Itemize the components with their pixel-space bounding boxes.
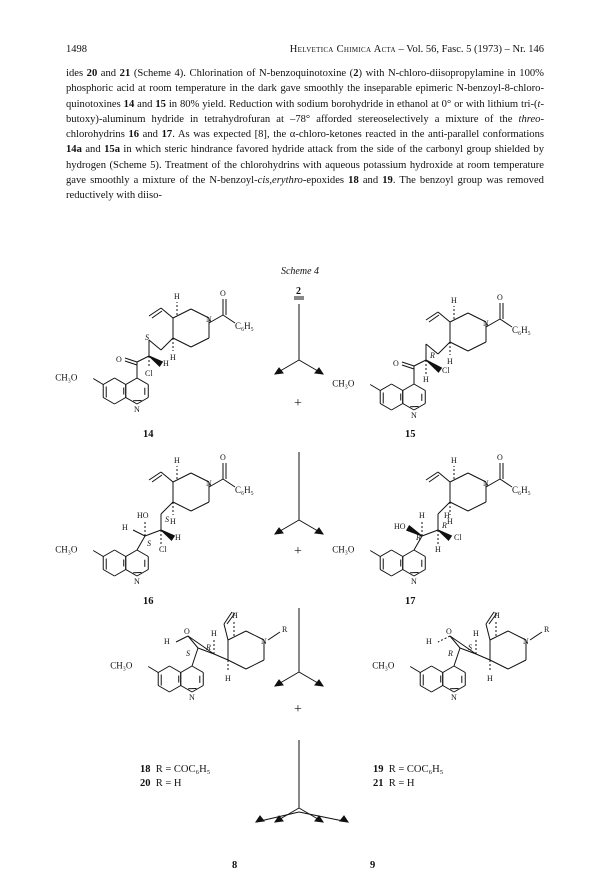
ring-bond <box>450 313 468 322</box>
chain-bond <box>414 360 426 366</box>
nitrogen-label: N <box>451 693 457 702</box>
text-segment: ) with N-chloro-diisopropylamine in 100% phosphoric acid at room temperature in the dark gave smoothly the inseparable epimeric N-benzoyl-8-chloro-quinotoxines <box>66 68 545 110</box>
ring-bond <box>114 570 125 577</box>
r-definition-18: 18 R = COC₆H₅ <box>140 764 211 775</box>
arrow-head <box>275 528 283 534</box>
hydrogen-label: H <box>447 517 453 526</box>
ring-bond <box>391 570 402 577</box>
r-bond <box>268 632 280 640</box>
nitrogen-label: N <box>261 637 267 646</box>
piperidine-ring <box>149 302 209 351</box>
ring-bond <box>228 631 246 640</box>
ring-bond <box>403 384 414 391</box>
chain-bond <box>161 502 173 514</box>
stereo-hydrogen <box>176 636 188 642</box>
quinoline-ring <box>148 666 203 692</box>
vinyl-bond <box>152 311 162 318</box>
nitrogen-label: N <box>134 577 140 586</box>
ring-bond <box>431 686 442 693</box>
chlorine-label: Cl <box>454 533 462 542</box>
phenyl-label: C₆H₅ <box>512 485 531 495</box>
text-segment: t <box>537 98 541 110</box>
benzoyl-bond <box>223 315 235 323</box>
chain-bond <box>137 536 145 550</box>
hydrogen-label: H <box>451 296 457 305</box>
nitrogen-label: N <box>206 479 212 488</box>
arrow-head <box>275 368 283 374</box>
hydrogen-label: H <box>163 359 169 368</box>
hydroxyl-label: HO <box>137 511 149 520</box>
config-label: R <box>430 351 435 360</box>
chain-bond <box>145 530 161 536</box>
arrow-head <box>315 680 323 686</box>
nitrogen-label: N <box>411 411 417 420</box>
hydrogen-label: H <box>164 637 170 646</box>
ring-bond <box>114 398 125 405</box>
ring-bond <box>103 550 114 557</box>
text-segment: 20 <box>86 68 98 79</box>
ring-bond <box>192 666 203 673</box>
ring-bond <box>181 666 192 673</box>
ring-bond <box>380 550 391 557</box>
nitrogen-label: N <box>483 479 489 488</box>
config-label: S <box>186 649 190 658</box>
chain-bond <box>137 356 149 362</box>
compound-label-16: 16 <box>143 596 154 607</box>
text-segment: 16 <box>128 129 140 141</box>
oxygen-label: O <box>446 627 452 636</box>
ring-bond <box>443 666 454 673</box>
stereo-hydrogen <box>133 530 145 536</box>
nitrogen-label: N <box>134 405 140 414</box>
plus-sign: + <box>294 396 302 411</box>
ring-bond <box>490 631 508 640</box>
ring-bond <box>173 473 191 482</box>
ring-bond <box>169 686 180 693</box>
methoxy-label: CH₃O <box>55 372 78 383</box>
ring-bond <box>508 660 526 669</box>
hydrogen-label: H <box>487 674 493 683</box>
ring-bond <box>380 384 391 391</box>
vinyl-bond <box>486 624 490 640</box>
benzoyl-bond <box>500 479 512 487</box>
chain-bond <box>161 338 173 350</box>
config-label: R <box>206 643 211 652</box>
ring-bond <box>158 686 169 693</box>
hydrogen-label: H <box>447 357 453 366</box>
ring-bond <box>103 570 114 577</box>
config-label: S <box>165 515 169 524</box>
r-group-label: R <box>544 625 550 634</box>
oxygen-label: O <box>184 627 190 636</box>
vinyl-bond <box>161 308 173 318</box>
text-segment: . The benzoyl group was removed reductively with diiso- <box>66 175 544 202</box>
text-segment: and <box>81 144 105 156</box>
quinoline-ring <box>410 666 465 692</box>
chain-bond <box>214 654 228 660</box>
ring-bond <box>137 550 148 557</box>
issue-info: – Vol. 56, Fasc. 5 (1973) – Nr. 146 <box>398 44 544 55</box>
r-group-label: R <box>282 625 288 634</box>
oxygen-label: O <box>220 289 226 298</box>
ring-bond <box>137 378 148 385</box>
phenyl-label: C₆H₅ <box>235 485 254 495</box>
quinoline-ring <box>370 550 425 576</box>
vinyl-bond <box>224 624 228 640</box>
hydrogen-label: H <box>225 674 231 683</box>
ring-bond <box>391 384 402 391</box>
hydroxyl-label: HO <box>394 522 406 531</box>
hydrogen-label: H <box>423 375 429 384</box>
r-definition-21: 21 R = H <box>373 778 415 789</box>
methoxy-bond <box>93 379 103 385</box>
ring-bond <box>173 309 191 318</box>
ring-bond <box>126 550 137 557</box>
chain-bond <box>438 342 450 354</box>
stereo-hydrogen <box>438 636 450 642</box>
text-segment: and <box>139 129 162 141</box>
text-segment: -butoxy)-aluminum hydride in tetrahydrofuran at –78° afforded stereoselectively a mixture of the <box>66 98 545 125</box>
r-definition-19: 19 R = COC₆H₅ <box>373 764 444 775</box>
methoxy-bond <box>370 385 380 391</box>
compound-label-8: 8 <box>232 860 238 871</box>
wedge-bond <box>426 360 442 372</box>
text-segment: and <box>97 68 120 79</box>
ring-bond <box>468 342 486 351</box>
wedge-bond <box>149 356 162 366</box>
scheme-title: Scheme 4 <box>280 266 320 277</box>
oxygen-label: O <box>116 355 122 364</box>
methoxy-bond <box>148 667 158 673</box>
arrow-head <box>256 816 264 822</box>
vinyl-bond <box>152 475 162 482</box>
hydrogen-label: H <box>435 545 441 554</box>
config-label: S <box>147 539 151 548</box>
ring-bond <box>420 686 431 693</box>
text-segment: cis,erythro <box>257 175 303 187</box>
text-segment: 14a <box>66 144 82 156</box>
oxygen-label: O <box>497 293 503 302</box>
nitrogen-label: N <box>206 315 212 324</box>
vinyl-bond <box>429 315 439 322</box>
text-segment: threo <box>518 113 541 125</box>
plus-sign: + <box>294 702 302 717</box>
wedge-bond <box>438 530 451 540</box>
ring-bond <box>114 378 125 385</box>
ring-bond <box>169 666 180 673</box>
hydrogen-label: H <box>175 533 181 542</box>
methoxy-label: CH₃O <box>332 544 355 555</box>
vinyl-bond <box>426 312 438 320</box>
methoxy-bond <box>370 551 380 557</box>
hydrogen-label: H <box>174 456 180 465</box>
config-label: R <box>416 533 421 542</box>
ring-bond <box>450 342 468 351</box>
chlorine-label: Cl <box>145 369 153 378</box>
ring-bond <box>420 666 431 673</box>
chain-bond <box>149 340 161 350</box>
chain-bond <box>476 654 490 660</box>
ring-bond <box>380 570 391 577</box>
compound-label-14: 14 <box>143 429 154 440</box>
hydrogen-label: H <box>232 611 238 620</box>
quinoline-ring <box>93 550 148 576</box>
plus-sign: + <box>294 544 302 559</box>
phenyl-label: C₆H₅ <box>512 325 531 335</box>
config-label: R <box>448 649 453 658</box>
text-segment: (Scheme 4). Chlorination of N-benzoquinotoxine ( <box>130 68 354 79</box>
config-label: S <box>468 643 472 652</box>
text-segment: and <box>358 175 383 187</box>
text-segment: and <box>134 98 156 110</box>
hydrogen-label: H <box>419 511 425 520</box>
nitrogen-label: N <box>411 577 417 586</box>
ring-bond <box>391 550 402 557</box>
journal-name: Helvetica Chimica Acta <box>289 44 396 55</box>
text-segment: 2 <box>353 68 359 79</box>
ring-bond <box>414 550 425 557</box>
chain-bond <box>422 530 438 536</box>
config-label: S <box>145 333 149 342</box>
benzoyl-bond <box>500 319 512 327</box>
text-segment: 15a <box>104 144 120 156</box>
benzoyl-bond <box>223 479 235 487</box>
oxygen-label: O <box>497 453 503 462</box>
ring-bond <box>454 666 465 673</box>
r-definition-20: 20 R = H <box>140 778 182 789</box>
text-segment: -chlorohydrins <box>66 113 544 141</box>
methoxy-bond <box>410 667 420 673</box>
methoxy-label: CH₃O <box>332 378 355 389</box>
methoxy-label: CH₃O <box>110 660 133 671</box>
hydrogen-label: H <box>451 456 457 465</box>
ring-bond <box>450 473 468 482</box>
ring-bond <box>403 550 414 557</box>
ring-bond <box>414 384 425 391</box>
ring-bond <box>450 502 468 511</box>
quinoline-ring <box>370 384 425 410</box>
start-compound-label: 2 <box>296 286 301 297</box>
ring-bond <box>126 378 137 385</box>
arrow-head <box>275 680 283 686</box>
hydrogen-label: H <box>170 353 176 362</box>
piperidine-ring <box>149 466 209 515</box>
arrow-head <box>315 528 323 534</box>
ring-bond <box>103 398 114 405</box>
ring-bond <box>228 660 246 669</box>
config-label: R <box>442 521 447 530</box>
text-segment: in which steric hindrance favored hydride attack from the side of the carbonyl group shielded by hydrogen (Scheme 5). Treatment of the chlorohydrins with aqueous potassium hydroxide at room temperature gave smoothly a mixture of the N-benzoyl- <box>66 144 545 187</box>
text-segment: 18 <box>348 175 359 187</box>
methoxy-label: CH₃O <box>55 544 78 555</box>
ring-bond <box>103 378 114 385</box>
quinoline-ring <box>93 378 148 404</box>
ring-bond <box>391 404 402 411</box>
text-segment: 19 <box>382 175 393 187</box>
r-bond <box>530 632 542 640</box>
compound-label-17: 17 <box>405 596 416 607</box>
hydrogen-label: H <box>494 611 500 620</box>
vinyl-bond <box>161 472 173 482</box>
hydrogen-label: H <box>122 523 128 532</box>
text-segment: . As was expected [8], the α-chloro-ketones reacted in the anti-parallel conformations <box>172 129 545 141</box>
hydrogen-label: H <box>473 629 479 638</box>
ring-bond <box>191 338 209 347</box>
ring-bond <box>158 666 169 673</box>
text-segment: 17 <box>161 129 173 141</box>
methoxy-bond <box>93 551 103 557</box>
ring-bond <box>173 338 191 347</box>
piperidine-ring <box>426 306 486 355</box>
compound-label-15: 15 <box>405 429 416 440</box>
ring-bond <box>431 666 442 673</box>
chlorine-label: Cl <box>442 366 450 375</box>
nitrogen-label: N <box>483 319 489 328</box>
ring-bond <box>468 502 486 511</box>
hydrogen-label: H <box>174 292 180 301</box>
ring-bond <box>173 502 191 511</box>
chlorine-label: Cl <box>159 545 167 554</box>
piperidine-ring <box>426 466 486 515</box>
arrow-head <box>315 368 323 374</box>
text-segment: in 80% yield. Reduction with sodium borohydride in ethanol at 0° or with lithium tri-( <box>165 98 538 110</box>
vinyl-bond <box>438 472 450 482</box>
nitrogen-label: N <box>523 637 529 646</box>
ring-bond <box>114 550 125 557</box>
ring-bond <box>191 502 209 511</box>
text-segment: 15 <box>155 98 166 110</box>
text-segment: -epoxides <box>302 175 349 187</box>
wedge-bond <box>161 530 174 540</box>
page-number: 1498 <box>66 44 87 55</box>
vinyl-bond <box>426 472 438 480</box>
compound-label-9: 9 <box>370 860 376 871</box>
epoxide-bond <box>450 636 476 654</box>
text-segment: 14 <box>123 98 135 110</box>
vinyl-bond <box>429 475 439 482</box>
ring-bond <box>380 404 391 411</box>
ring-bond <box>246 660 264 669</box>
nitrogen-label: N <box>189 693 195 702</box>
text-segment: ides <box>66 68 87 79</box>
oxygen-label: O <box>220 453 226 462</box>
hydrogen-label: H <box>444 511 450 520</box>
hydrogen-label: H <box>426 637 432 646</box>
hydrogen-label: H <box>170 517 176 526</box>
vinyl-bond <box>438 312 450 322</box>
vinyl-bond <box>149 472 161 480</box>
oxygen-label: O <box>393 359 399 368</box>
chain-bond <box>192 648 198 666</box>
arrow-head <box>340 816 348 822</box>
vinyl-bond <box>149 308 161 316</box>
phenyl-label: C₆H₅ <box>235 321 254 331</box>
methoxy-label: CH₃O <box>372 660 395 671</box>
ring-bond <box>490 660 508 669</box>
hydrogen-label: H <box>211 629 217 638</box>
text-segment: 21 <box>119 68 131 79</box>
chain-bond <box>454 648 460 666</box>
